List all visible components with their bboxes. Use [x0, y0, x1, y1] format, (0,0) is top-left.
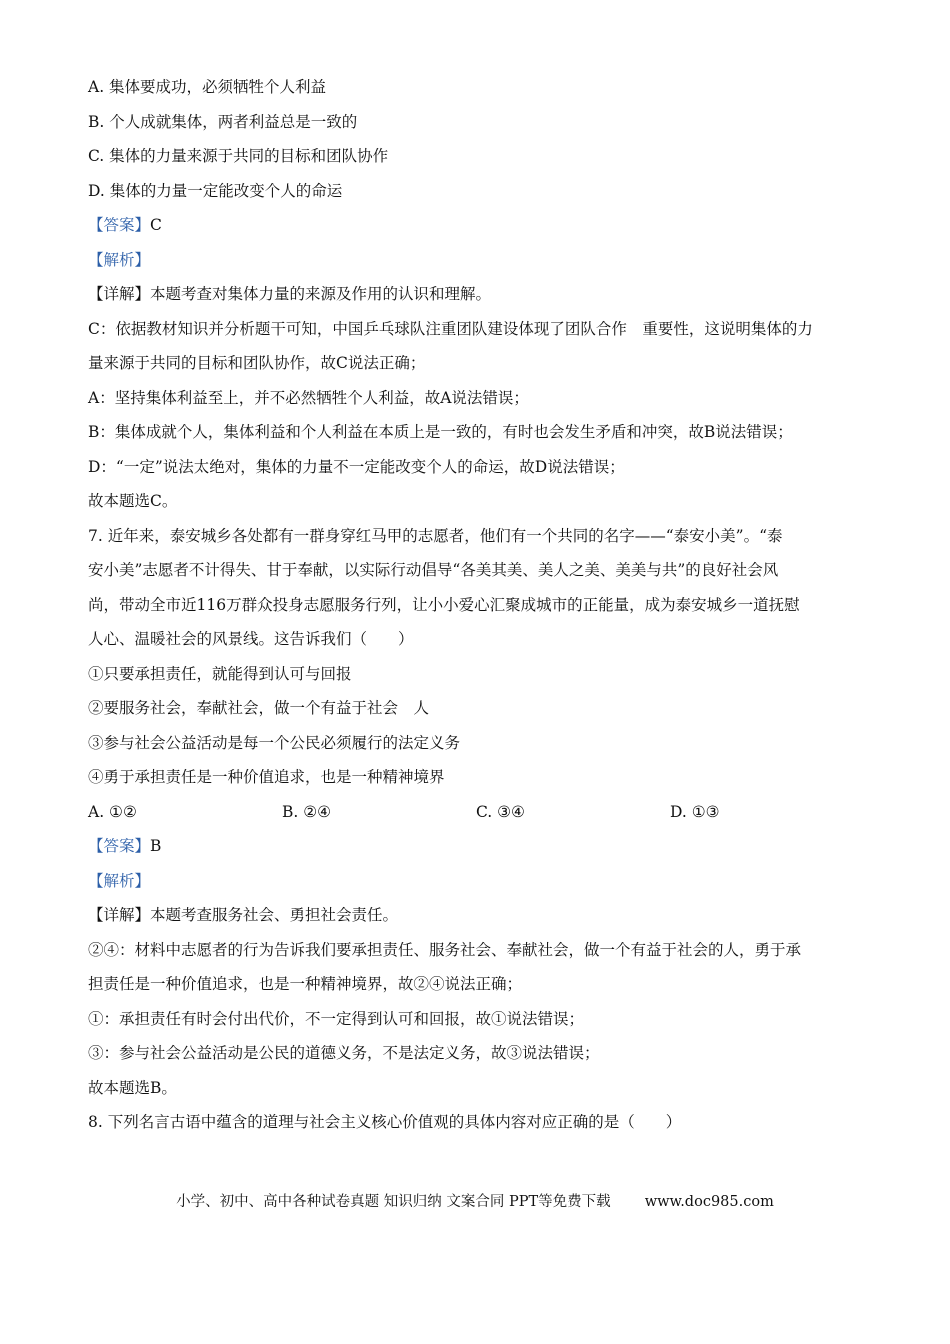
analysis-tag: 【解析】 — [88, 250, 151, 269]
q6-explain-line: C：依据教材知识并分析题干可知，中国乒乓球队注重团队建设体现了团队合作 重要性，这说明集体的力 — [88, 319, 813, 338]
q7-stem-line: 安小美”志愿者不计得失、甘于奉献，以实际行动倡导“各美其美、美人之美、美美与共”的良好社会风 — [88, 561, 779, 579]
q6-answer-value: C — [150, 216, 162, 234]
q7-statements — [88, 657, 878, 795]
q7-choice-b: B. ②④ — [282, 802, 332, 821]
q7-stem-line: 尚，带动全市近116万群众投身志愿服务行列，让小小爱心汇聚成城市的正能量，成为泰安城乡一道抚慰 — [88, 595, 800, 614]
q7-statement: ④勇于承担责任是一种价值追求，也是一种精神境界 — [88, 768, 445, 786]
answer-tag: 【答案】 — [88, 837, 151, 855]
q7-analysis — [88, 864, 878, 899]
q6-explanation — [88, 312, 878, 519]
q6-option-a: A. 集体要成功，必须牺牲个人利益 — [88, 78, 327, 96]
q7-explain-line: 担责任是一种价值追求，也是一种精神境界，故②④说法正确； — [88, 975, 523, 993]
q7-stem-line: 人心、温暖社会的风景线。这告诉我们（ ） — [88, 630, 414, 648]
document-body — [88, 70, 878, 1140]
q6-explain-line: A：坚持集体利益至上，并不必然牺牲个人利益，故A说法错误； — [88, 388, 529, 407]
q6-options — [88, 70, 878, 208]
q6-option-d: D. 集体的力量一定能改变个人的命运 — [88, 181, 343, 200]
q7-choice-c: C. ③④ — [476, 802, 525, 821]
q7-statement: ③参与社会公益活动是每一个公民必须履行的法定义务 — [88, 733, 461, 752]
q6-explain-line: 量来源于共同的目标和团队协作，故C说法正确； — [88, 354, 426, 372]
q6-option-c: C. 集体的力量来源于共同的目标和团队协作 — [88, 147, 389, 165]
q7-choice-d: D. ①③ — [670, 802, 720, 821]
q7-statement: ②要服务社会，奉献社会，做一个有益于社会 人 — [88, 699, 430, 717]
q7-choices — [88, 795, 878, 830]
q6-analysis — [88, 243, 878, 278]
q7-choice-a: A. ①② — [88, 802, 137, 821]
q7-answer — [88, 829, 878, 864]
footer-url[interactable]: www.doc985.com — [644, 1194, 774, 1210]
q7-statement: ①只要承担责任，就能得到认可与回报 — [88, 664, 352, 683]
q6-answer — [88, 208, 878, 243]
q7-stem-line: 7. 近年来，泰安城乡各处都有一群身穿红马甲的志愿者，他们有一个共同的名字——“泰安小美”。“泰 — [88, 526, 783, 545]
q7-detail: 【详解】本题考查服务社会、勇担社会责任。 — [88, 906, 399, 924]
q6-detail: 【详解】本题考查对集体力量的来源及作用的认识和理解。 — [88, 285, 492, 303]
footer-text: 小学、初中、高中各种试卷真题 知识归纳 文案合同 PPT等免费下载 — [176, 1194, 611, 1210]
analysis-tag: 【解析】 — [88, 871, 151, 890]
q7-stem — [88, 519, 878, 657]
q7-explanation — [88, 933, 878, 1106]
q7-explain-line: ①：承担责任有时会付出代价，不一定得到认可和回报，故①说法错误； — [88, 1009, 585, 1028]
q7-explain-line: ②④：材料中志愿者的行为告诉我们要承担责任、服务社会、奉献社会，做一个有益于社会的人，勇于承 — [88, 940, 802, 959]
q6-option-b: B. 个人成就集体，两者利益总是一致的 — [88, 112, 358, 131]
q7-answer-value: B — [150, 837, 162, 855]
q8-stem: 8. 下列名言古语中蕴含的道理与社会主义核心价值观的具体内容对应正确的是（ ） — [88, 1113, 682, 1131]
answer-tag: 【答案】 — [88, 216, 151, 234]
page-footer — [0, 1190, 950, 1211]
q6-explain-line: 故本题选C。 — [88, 492, 178, 510]
q6-explain-line: B：集体成就个人，集体利益和个人利益在本质上是一致的，有时也会发生矛盾和冲突，故B说法错误； — [88, 423, 793, 441]
q7-explain-line: 故本题选B。 — [88, 1078, 177, 1097]
q6-explain-line: D：“一定”说法太绝对，集体的力量不一定能改变个人的命运，故D说法错误； — [88, 457, 625, 476]
q7-explain-line: ③：参与社会公益活动是公民的道德义务，不是法定义务，故③说法错误； — [88, 1044, 600, 1062]
